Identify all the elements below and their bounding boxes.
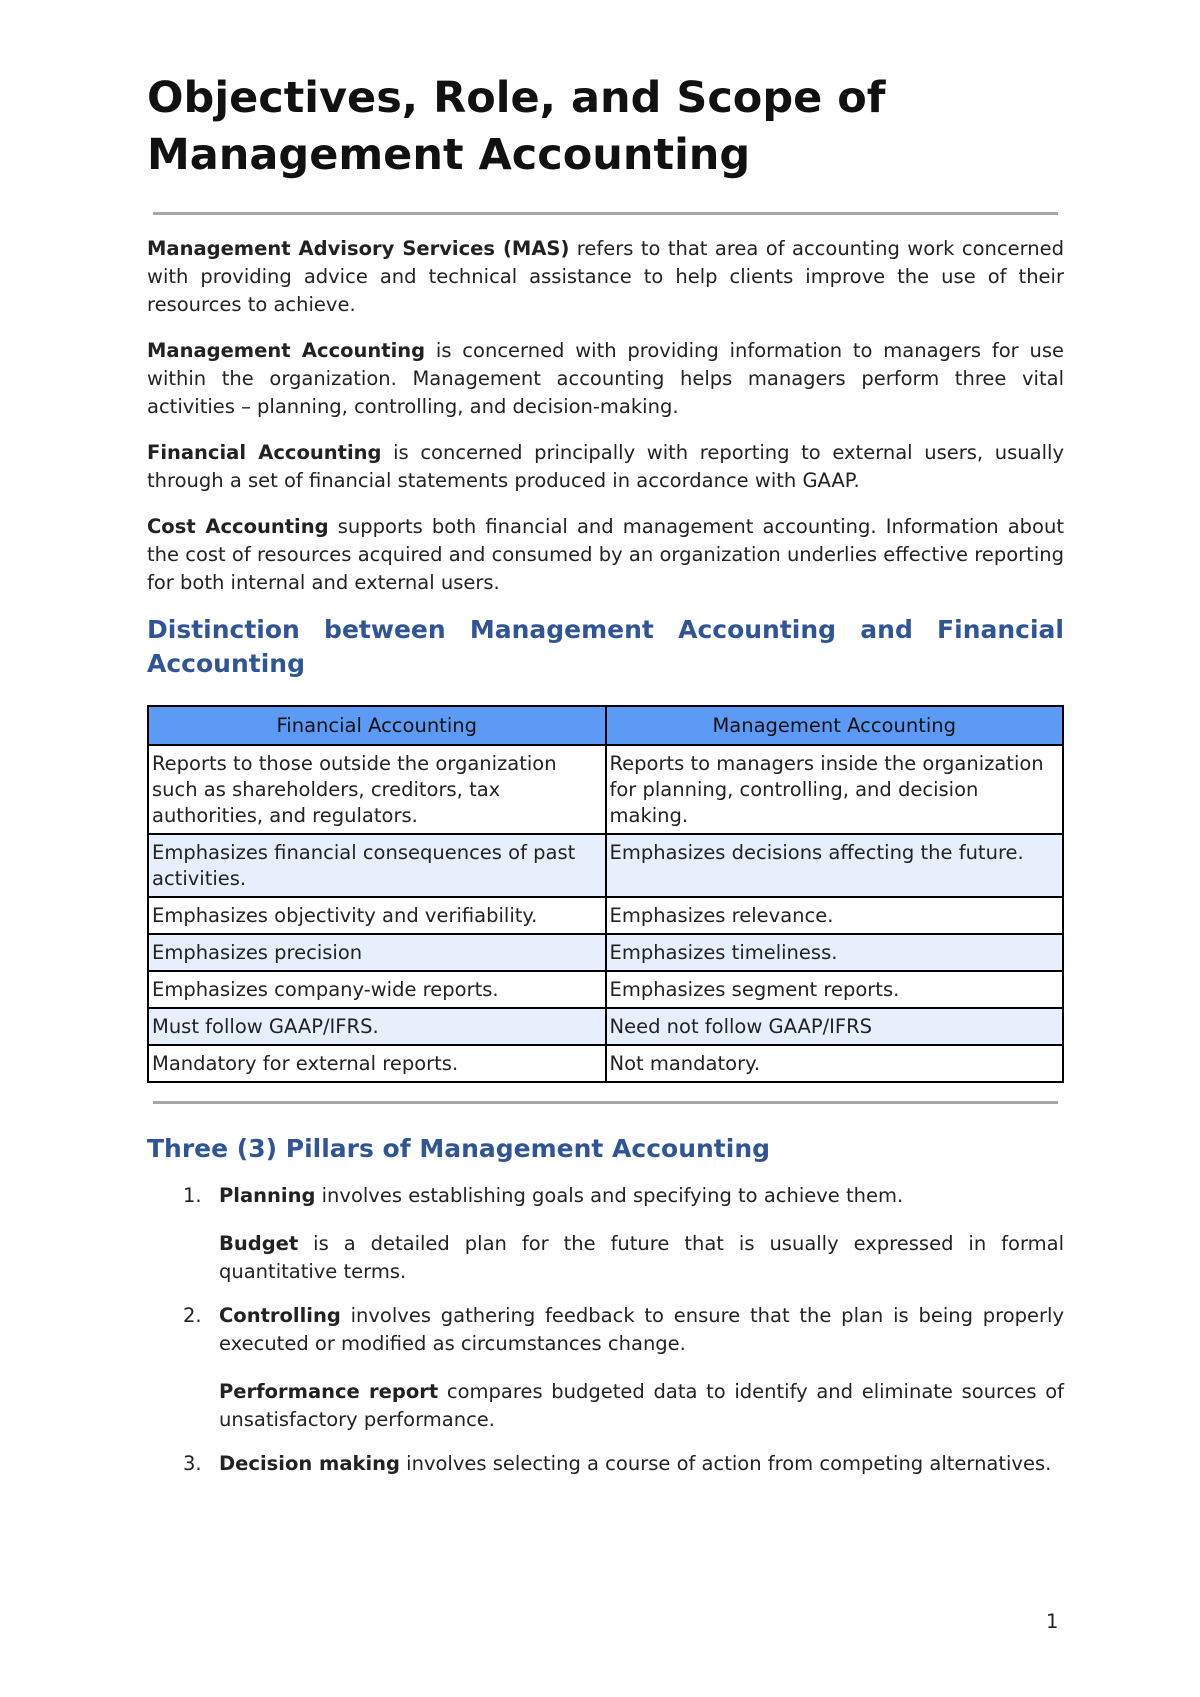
definition-text: refers to that area of accounting work concerned with providing advice and technical assistance to help clients improve the use of their resources to achieve. [147,237,1064,316]
pillar-description: involves selecting a course of action from competing alternatives. [399,1452,1052,1475]
definition-term: Management Advisory Services (MAS) [147,237,570,260]
definition-term: Management Accounting [147,339,426,362]
definition-term: Financial Accounting [147,441,382,464]
table-row [148,897,1063,934]
table-row [148,834,1063,897]
pillar-subdescription: is a detailed plan for the future that is usually expressed in formal quantitative terms. [219,1232,1064,1283]
pillar-term: Controlling [219,1304,341,1327]
table-cell: Emphasizes relevance. [606,897,1064,934]
table-cell: Emphasizes financial consequences of past activities. [148,834,606,897]
pillar-text [219,1182,1064,1210]
pillar-term: Decision making [219,1452,400,1475]
definition-text: is concerned principally with reporting to external users, usually through a set of financial statements produced in accordance with GAAP. [147,441,1064,492]
pillar-subterm: Performance report [219,1380,439,1403]
table-cell: Emphasizes segment reports. [606,971,1064,1008]
table-cell: Emphasizes objectivity and verifiability. [148,897,606,934]
document-page [147,0,1064,1478]
pillar-text [219,1302,1064,1358]
table-header-financial: Financial Accounting [148,706,606,745]
table-row [148,934,1063,971]
pillar-subterm: Budget [219,1232,299,1255]
table-header-row [148,706,1063,745]
definition-text: is concerned with providing information to managers for use within the organization. Management accounting helps managers perform three vital activities – planning, controlling, and decision-making. [147,339,1064,418]
table-cell: Reports to managers inside the organization for planning, controlling, and decision making. [606,745,1064,834]
pillar-subdescription: compares budgeted data to identify and eliminate sources of unsatisfactory performance. [219,1380,1065,1431]
pillar-subtext [219,1378,1064,1434]
definition-cost-accounting [147,513,1064,597]
table-cell: Must follow GAAP/IFRS. [148,1008,606,1045]
table-header-management: Management Accounting [606,706,1064,745]
list-number: 1. [183,1184,202,1207]
definition-term: Cost Accounting [147,515,329,538]
definition-financial-accounting [147,439,1064,495]
table-cell: Reports to those outside the organization such as shareholders, creditors, tax authorities, and regulators. [148,745,606,834]
table-cell: Not mandatory. [606,1045,1064,1082]
table-row [148,971,1063,1008]
pillar-subtext [219,1230,1064,1286]
table-cell: Mandatory for external reports. [148,1045,606,1082]
table-cell: Emphasizes precision [148,934,606,971]
divider [153,212,1058,215]
table-row [148,745,1063,834]
table-cell: Need not follow GAAP/IFRS [606,1008,1064,1045]
definition-text: supports both financial and management accounting. Information about the cost of resources acquired and consumed by an organization underlies effective reporting for both internal and external users. [147,515,1064,594]
page-title: Objectives, Role, and Scope of Management Accounting [147,73,886,180]
pillars-heading: Three (3) Pillars of Management Accounting [147,1134,771,1163]
page-number: 1 [1046,1610,1059,1633]
list-number: 3. [183,1452,202,1475]
list-number: 2. [183,1304,202,1327]
pillars-list [147,1182,1064,1478]
list-item [147,1450,1064,1478]
table-row [148,1045,1063,1082]
list-item [147,1182,1064,1286]
pillar-term: Planning [219,1184,316,1207]
table-cell: Emphasizes timeliness. [606,934,1064,971]
table-cell: Emphasizes company-wide reports. [148,971,606,1008]
divider [153,1101,1058,1104]
table-row [148,1008,1063,1045]
table-cell: Emphasizes decisions affecting the future. [606,834,1064,897]
distinction-heading: Distinction between Management Accounting and Financial Accounting [147,615,1064,678]
pillar-description: involves gathering feedback to ensure that the plan is being properly executed or modified as circumstances change. [219,1304,1064,1355]
list-item [147,1302,1064,1434]
definition-management-accounting [147,337,1064,421]
pillar-text [219,1450,1064,1478]
comparison-table [147,705,1064,1083]
definition-mas [147,235,1064,319]
pillar-description: involves establishing goals and specifying to achieve them. [315,1184,904,1207]
